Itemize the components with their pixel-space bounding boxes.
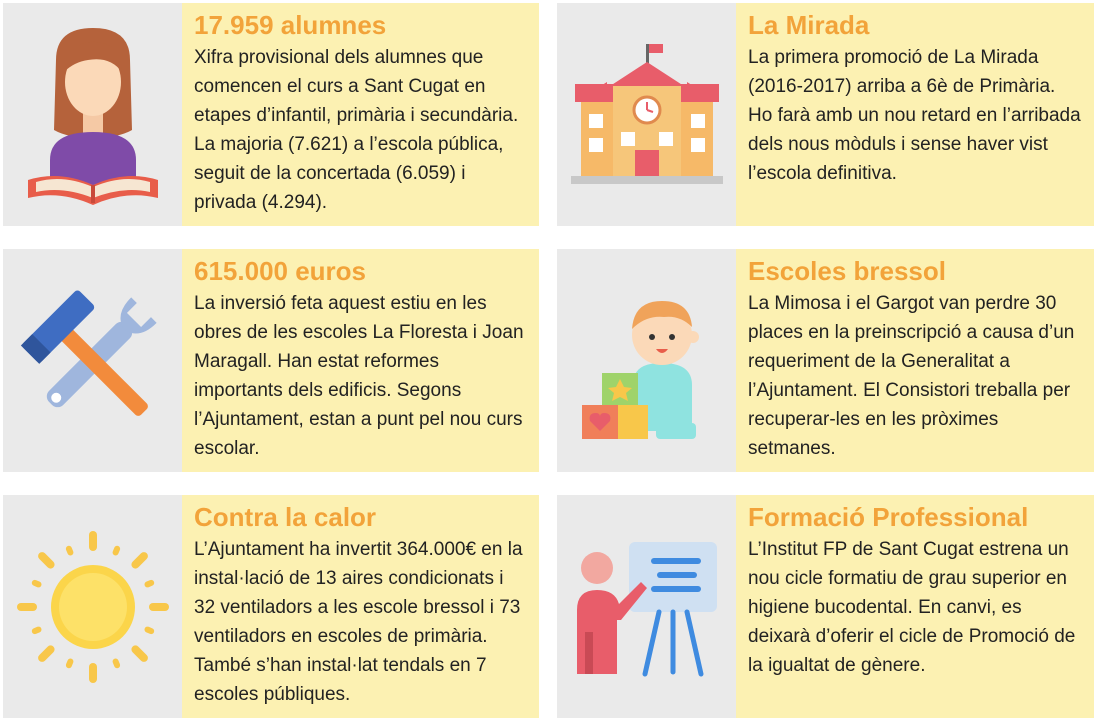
card-body: L’Institut FP de Sant Cugat estrena un nou cicle formatiu de grau superior en higiene bucodental. En canvi, es deixarà d’oferir el cicle de Promoció de la igualtat de gènere.: [748, 539, 1076, 676]
icon-panel: [3, 3, 182, 226]
card-title: La Mirada: [748, 10, 870, 40]
sun-icon: [13, 527, 173, 687]
info-card-heat: [3, 495, 539, 718]
card-text: [736, 495, 1094, 718]
card-text: [182, 249, 539, 472]
card-title: 615.000 euros: [194, 256, 367, 286]
card-body: Xifra provisional dels alumnes que comencen el curs a Sant Cugat en etapes d’infantil, primària i secundària. La majoria (7.621) a l’escola pública, seguit de la concertada (6.059) i privada (4.294).: [194, 47, 519, 213]
school-building-icon: [567, 40, 727, 190]
info-card-vocational-training: [557, 495, 1094, 718]
info-card-nurseries: [557, 249, 1094, 472]
card-body: L’Ajuntament ha invertit 364.000€ en la instal·lació de 13 aires condicionats i 32 ventiladors a les escole bressol i 73 ventiladors en escoles de primària. També s’han instal·lat tendals en 7 escoles públiques.: [194, 539, 523, 705]
baby-blocks-icon: [572, 281, 722, 441]
card-title: Formació Professional: [748, 502, 1029, 532]
teacher-board-icon: [567, 532, 727, 682]
card-title: 17.959 alumnes: [194, 10, 387, 40]
hammer-wrench-icon: [13, 281, 173, 441]
card-text: [736, 3, 1094, 226]
card-text: [182, 495, 539, 718]
card-text: [182, 3, 539, 226]
icon-panel: [557, 495, 736, 718]
info-card-la-mirada: [557, 3, 1094, 226]
student-reading-icon: [18, 20, 168, 210]
card-body: La primera promoció de La Mirada (2016-2017) arriba a 6è de Primària. Ho farà amb un nou retard en l’arribada dels nous mòduls i sense haver vist l’escola definitiva.: [748, 47, 1081, 184]
card-text: [736, 249, 1094, 472]
card-body: La inversió feta aquest estiu en les obres de les escoles La Floresta i Joan Maragall. Han estat reformes importants dels edificis. Segons l’Ajuntament, estan a punt pel nou curs escolar.: [194, 293, 524, 459]
info-card-investment: [3, 249, 539, 472]
icon-panel: [3, 249, 182, 472]
card-body: La Mimosa i el Gargot van perdre 30 places en la preinscripció a causa d’un requeriment de la Generalitat a l’Ajuntament. El Consistori treballa per recuperar-les en les pròximes setmanes.: [748, 293, 1075, 459]
info-card-students: [3, 3, 539, 226]
card-title: Escoles bressol: [748, 256, 946, 286]
icon-panel: [557, 249, 736, 472]
card-title: Contra la calor: [194, 502, 377, 532]
icon-panel: [557, 3, 736, 226]
icon-panel: [3, 495, 182, 718]
